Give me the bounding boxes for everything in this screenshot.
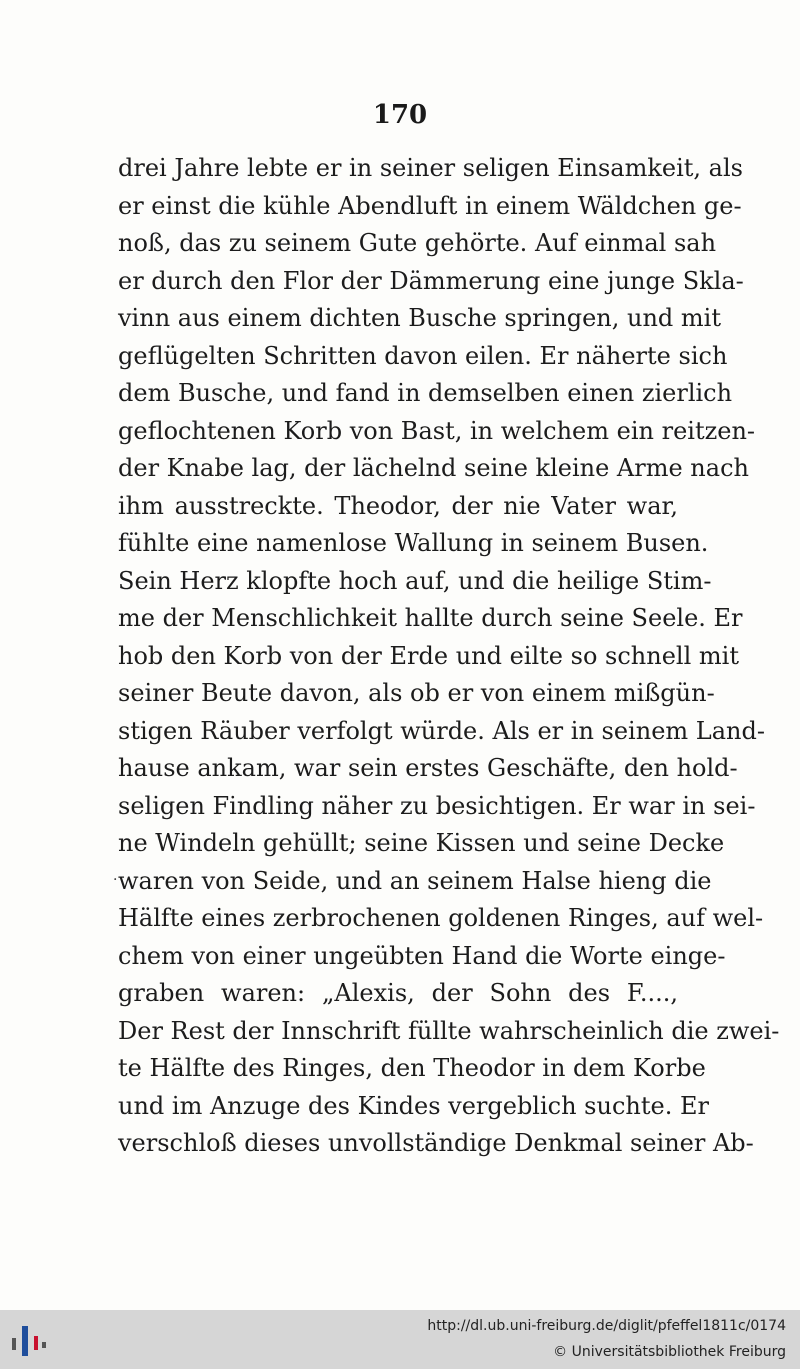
text-line: und im Anzuge des Kindes vergeblich suchte. Er <box>118 1091 709 1120</box>
footer-bar <box>0 1310 800 1369</box>
document-url-link[interactable]: http://dl.ub.uni-freiburg.de/diglit/pfeffel1811c/0174 <box>427 1318 786 1334</box>
text-block <box>118 150 780 1163</box>
text-line: fühlte eine namenlose Wallung in seinem Busen. <box>118 529 709 557</box>
margin-mark: · <box>113 872 118 888</box>
page-number: 170 <box>372 100 428 130</box>
copyright-text: © Universitätsbibliothek Freiburg <box>553 1344 786 1360</box>
text-line: geflügelten Schritten davon eilen. Er näherte sich <box>118 341 728 370</box>
text-line: verschloß dieses unvollständige Denkmal seiner Ab- <box>118 1129 754 1157</box>
text-line: vinn aus einem dichten Busche springen, und mit <box>118 304 721 332</box>
text-line: geflochtenen Korb von Bast, in welchem ein reitzen- <box>118 416 756 445</box>
text-line: Sein Herz klopfte hoch auf, und die heilige Stim- <box>118 566 712 595</box>
ub-freiburg-logo-icon[interactable] <box>10 1316 50 1364</box>
text-line: ihm ausstreckte. Theodor, der nie Vater war, <box>118 491 678 520</box>
text-line: ne Windeln gehüllt; seine Kissen und seine Decke <box>118 829 725 857</box>
text-line: hause ankam, war sein erstes Geschäfte, den hold- <box>118 754 738 782</box>
text-line: seligen Findling näher zu besichtigen. Er war in sei- <box>118 791 756 820</box>
text-line: dem Busche, und fand in demselben einen zierlich <box>118 379 733 407</box>
text-line: drei Jahre lebte er in seiner seligen Einsamkeit, als <box>118 154 743 182</box>
text-line: Hälfte eines zerbrochenen goldenen Ringes, auf wel- <box>118 904 764 932</box>
text-line: seiner Beute davon, als ob er von einem mißgün- <box>118 679 715 707</box>
text-line: Der Rest der Innschrift füllte wahrscheinlich die zwei- <box>118 1016 780 1045</box>
text-line: er einst die kühle Abendluft in einem Wäldchen ge- <box>118 191 742 220</box>
text-line: graben waren: „Alexis, der Sohn des F...., <box>118 979 678 1007</box>
text-line: waren von Seide, und an seinem Halse hieng die <box>118 866 712 895</box>
text-line: stigen Räuber verfolgt würde. Als er in seinem Land- <box>118 716 765 745</box>
text-line: hob den Korb von der Erde und eilte so schnell mit <box>118 641 739 670</box>
text-line: noß, das zu seinem Gute gehörte. Auf einmal sah <box>118 229 717 257</box>
text-line: er durch den Flor der Dämmerung eine junge Skla- <box>118 266 744 295</box>
text-line: chem von einer ungeübten Hand die Worte einge- <box>118 941 726 970</box>
text-line: te Hälfte des Ringes, den Theodor in dem Korbe <box>118 1054 706 1082</box>
text-line: der Knabe lag, der lächelnd seine kleine Arme nach <box>118 454 749 482</box>
text-line: me der Menschlichkeit hallte durch seine Seele. Er <box>118 604 743 632</box>
